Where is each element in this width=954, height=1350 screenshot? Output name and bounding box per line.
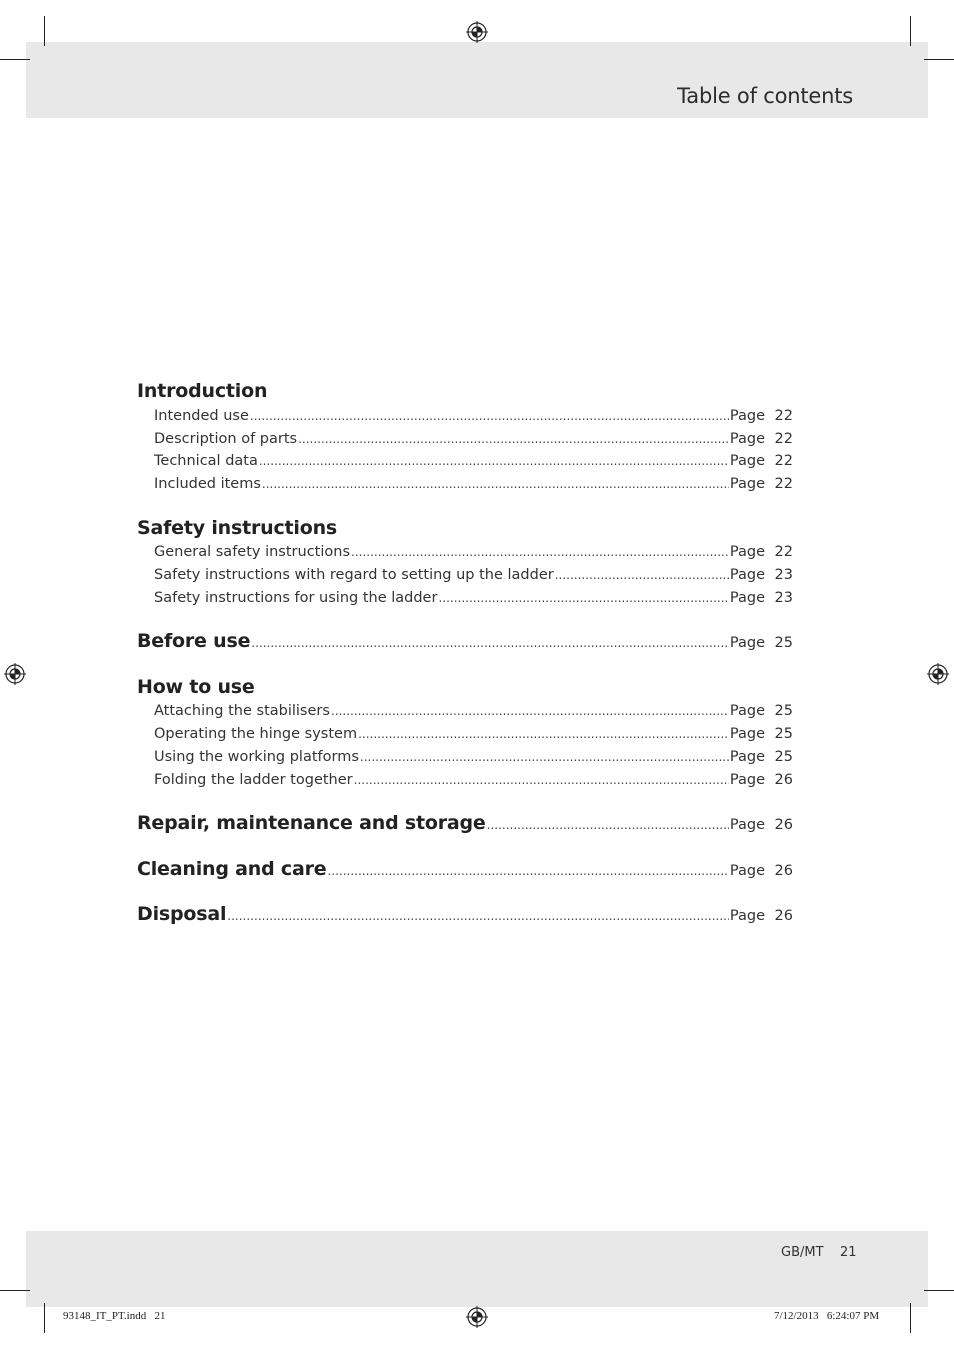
page-word: Page: [729, 567, 765, 583]
dot-leader: [555, 568, 729, 582]
page-number: 23: [774, 567, 793, 583]
page-word: Page: [729, 453, 765, 469]
page-number: 25: [774, 635, 793, 651]
toc-entry-label: General safety instructions: [154, 544, 351, 560]
page-number: 26: [774, 908, 793, 924]
page-number: 25: [774, 726, 793, 742]
toc-entry-label: Included items: [154, 476, 261, 492]
dot-leader: [360, 750, 729, 764]
section-heading[interactable]: How to use: [137, 676, 255, 698]
page-number: 26: [774, 772, 793, 788]
registration-mark-icon: [927, 663, 949, 685]
section-heading[interactable]: Safety instructions: [137, 517, 338, 539]
toc-entry[interactable]: [154, 703, 793, 725]
page-number: 26: [774, 817, 793, 833]
page-word: Page: [729, 408, 765, 424]
page-word: Page: [729, 476, 765, 492]
crop-mark: [910, 16, 911, 46]
dot-leader: [262, 477, 729, 491]
toc-entry-label: Technical data: [154, 453, 258, 469]
dot-leader: [227, 909, 729, 923]
dot-leader: [259, 454, 729, 468]
page-word: Page: [729, 772, 765, 788]
footer-page-number: 21: [840, 1245, 857, 1260]
dot-leader: [354, 773, 729, 787]
page-word: Page: [729, 863, 765, 879]
page-number: 22: [774, 453, 793, 469]
toc-entry[interactable]: [154, 476, 793, 498]
toc-entry-label: Using the working platforms: [154, 749, 359, 765]
toc-entry[interactable]: [154, 726, 793, 748]
crop-mark: [910, 1303, 911, 1333]
crop-mark: [924, 1290, 954, 1291]
toc-entry-label: Attaching the stabilisers: [154, 703, 330, 719]
page-number: 22: [774, 408, 793, 424]
section-heading: Before use: [137, 630, 251, 652]
toc-entry[interactable]: [154, 772, 793, 794]
crop-mark: [0, 59, 30, 60]
toc-entry[interactable]: [154, 431, 793, 453]
toc-entry[interactable]: [154, 590, 793, 612]
page-word: Page: [729, 431, 765, 447]
toc-entry[interactable]: [154, 749, 793, 771]
footer-band: [26, 1231, 928, 1307]
dot-leader: [358, 727, 729, 741]
toc-entry-label: Description of parts: [154, 431, 298, 447]
dot-leader: [331, 704, 729, 718]
page-word: Page: [729, 590, 765, 606]
page-word: Page: [729, 635, 765, 651]
toc-entry-label: Safety instructions for using the ladder: [154, 590, 438, 606]
crop-mark: [924, 59, 954, 60]
dot-leader: [298, 432, 729, 446]
page-word: Page: [729, 817, 765, 833]
toc-entry-label: Safety instructions with regard to setting up the ladder: [154, 567, 554, 583]
toc-entry[interactable]: [154, 453, 793, 475]
toc-entry[interactable]: [154, 567, 793, 589]
page-title: Table of contents: [677, 84, 853, 108]
page-number: 25: [774, 703, 793, 719]
section-heading: Cleaning and care: [137, 858, 327, 880]
page-word: Page: [729, 726, 765, 742]
footer-language-code: GB/MT: [781, 1245, 824, 1260]
page-number: 25: [774, 749, 793, 765]
page-word: Page: [729, 703, 765, 719]
print-slug-file-info: 93148_IT_PT.indd 21: [63, 1310, 166, 1322]
dot-leader: [250, 409, 729, 423]
section-heading: Disposal: [137, 903, 227, 925]
crop-mark: [44, 1303, 45, 1333]
crop-mark: [44, 16, 45, 46]
page-number: 26: [774, 863, 793, 879]
page-word: Page: [729, 908, 765, 924]
page-number: 22: [774, 476, 793, 492]
dot-leader: [251, 636, 729, 650]
dot-leader: [351, 545, 729, 559]
dot-leader: [438, 591, 728, 605]
toc-entry-label: Folding the ladder together: [154, 772, 353, 788]
page-number: 22: [774, 544, 793, 560]
page-number: 22: [774, 431, 793, 447]
crop-mark: [0, 1290, 30, 1291]
registration-mark-icon: [466, 1306, 488, 1328]
section-heading[interactable]: Introduction: [137, 380, 268, 402]
toc-entry[interactable]: [154, 544, 793, 566]
page-word: Page: [729, 749, 765, 765]
page-number: 23: [774, 590, 793, 606]
dot-leader: [327, 864, 728, 878]
page-word: Page: [729, 544, 765, 560]
dot-leader: [487, 818, 729, 832]
registration-mark-icon: [4, 663, 26, 685]
print-slug-timestamp: 7/12/2013 6:24:07 PM: [774, 1310, 880, 1322]
toc-entry-label: Operating the hinge system: [154, 726, 358, 742]
toc-entry[interactable]: [154, 408, 793, 430]
registration-mark-icon: [466, 21, 488, 43]
toc-entry-label: Intended use: [154, 408, 249, 424]
section-heading: Repair, maintenance and storage: [137, 812, 486, 834]
